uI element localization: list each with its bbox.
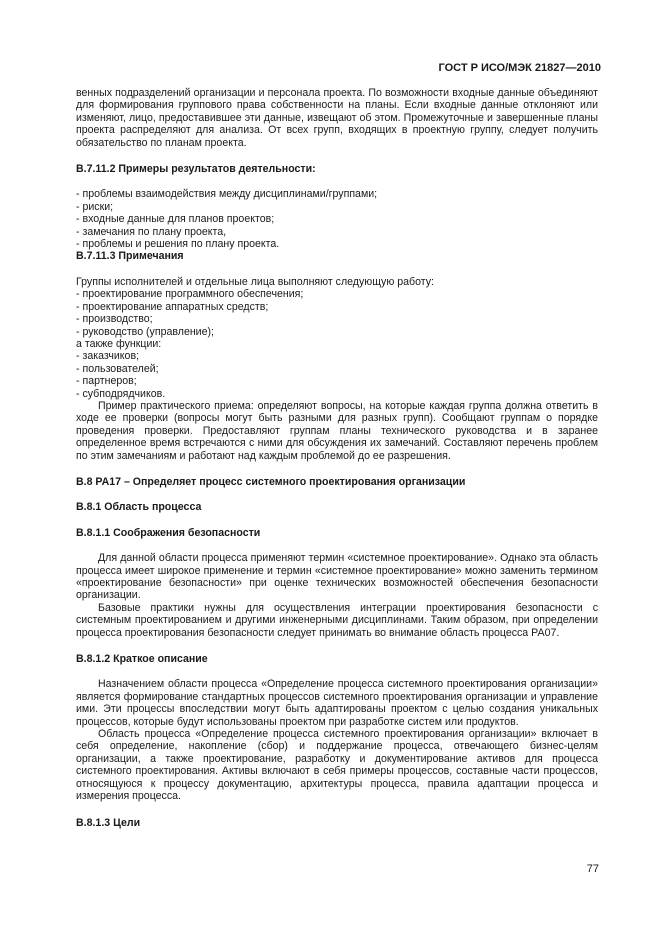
list-item: - пользователей;: [76, 362, 159, 375]
list-item: а также функции:: [76, 337, 162, 350]
list-item: - входные данные для планов проектов;: [76, 213, 275, 226]
list-item: - заказчиков;: [76, 350, 140, 363]
list-item: - проектирование аппаратных средств;: [76, 300, 269, 313]
list-item: - производство;: [76, 313, 153, 326]
list-item: - проектирование программного обеспечения;: [76, 288, 304, 301]
paragraph: Назначением области процесса «Определение процесса системного проектирования организации» является формирование стандартных процессов системного проектирования организации и управление ими. Эти процессы впоследствии могут быть адаптированы проектом с целью создания уникальных процессов, которые будут использованы проектом при разработке систем или продуктов.: [76, 678, 598, 728]
notes-lead: Группы исполнителей и отдельные лица выполняют следующую работу:: [76, 275, 434, 288]
list-item: - проблемы и решения по плану проекта.: [76, 238, 280, 251]
page-number: 77: [586, 863, 599, 875]
results-list: [76, 188, 598, 250]
section-heading-b81: В.8.1 Область процесса: [76, 501, 202, 514]
section-heading-b813: В.8.1.3 Цели: [76, 816, 141, 829]
section-heading-b7112: В.7.11.2 Примеры результатов деятельности:: [76, 163, 316, 176]
list-item: - партнеров;: [76, 375, 137, 388]
list-item: - проблемы взаимодействия между дисциплинами/группами;: [76, 188, 378, 201]
continuation-paragraph: венных подразделений организации и персонала проекта. По возможности входные данные объединяют для формирования группового права собственности на планы. Если входные данные отклоняют или изменяют, лицо, предоставившее эти данные, извещают об этом. Промежуточные и завершенные планы проекта распределяют для анализа. От всех групп, входящих в проектную группу, следует получить обязательство по планам проекта.: [76, 87, 598, 149]
section-heading-b8: В.8 РА17 – Определяет процесс системного проектирования организации: [76, 475, 466, 488]
paragraph: Область процесса «Определение процесса системного проектирования организации» включает в себя определение, накопление (сбор) и поддержание процесса, отвечающего бизнес-целям организации, а также проектирование, разработку и документирование активов для процесса системного проектирования. Активы включают в себя примеры процессов, составные части процессов, относящуюся к процессу документацию, архитектуры процесса, правила адаптации процесса и измерения процесса.: [76, 728, 598, 803]
list-item: - руководство (управление);: [76, 325, 214, 338]
example-paragraph: Пример практического приема: определяют вопросы, на которые каждая группа должна ответить в ходе ее проверки (вопросы могут быть разными для разных групп). Сообщают группам о порядке проведения проверки. Предоставляют группам планы технического руководства и в заранее определенное время встречаются с ними для обсуждения их замечаний. Составляют перечень проблем по этим замечаниям и работают над каждым проблемой до ее разрешения.: [76, 399, 598, 462]
standard-header: ГОСТ Р ИСО/МЭК 21827—2010: [438, 62, 601, 74]
page-body: [76, 87, 598, 842]
section-heading-b812: В.8.1.2 Краткое описание: [76, 653, 208, 666]
section-heading-b811: В.8.1.1 Соображения безопасности: [76, 526, 261, 539]
paragraph: Базовые практики нужны для осуществления интеграции проектирования безопасности с системным проектированием и другими инженерными дисциплинами. Таким образом, при определении процесса проектирования безопасности следует принимать во внимание область процесса РА07.: [76, 601, 598, 639]
list-item: - риски;: [76, 200, 114, 213]
paragraph: Для данной области процесса применяют термин «системное проектирование». Однако эта область процесса имеет широкое применение и термин «системное проектирование» можно заменить термином «проектирование безопасности» при оценке технических возможностей обеспечения безопасности организации.: [76, 552, 598, 602]
list-item: - субподрядчиков.: [76, 387, 166, 400]
list-item: - замечания по плану проекта,: [76, 225, 227, 238]
section-heading-b7113: В.7.11.3 Примечания: [76, 250, 184, 263]
notes-list: [76, 288, 598, 400]
